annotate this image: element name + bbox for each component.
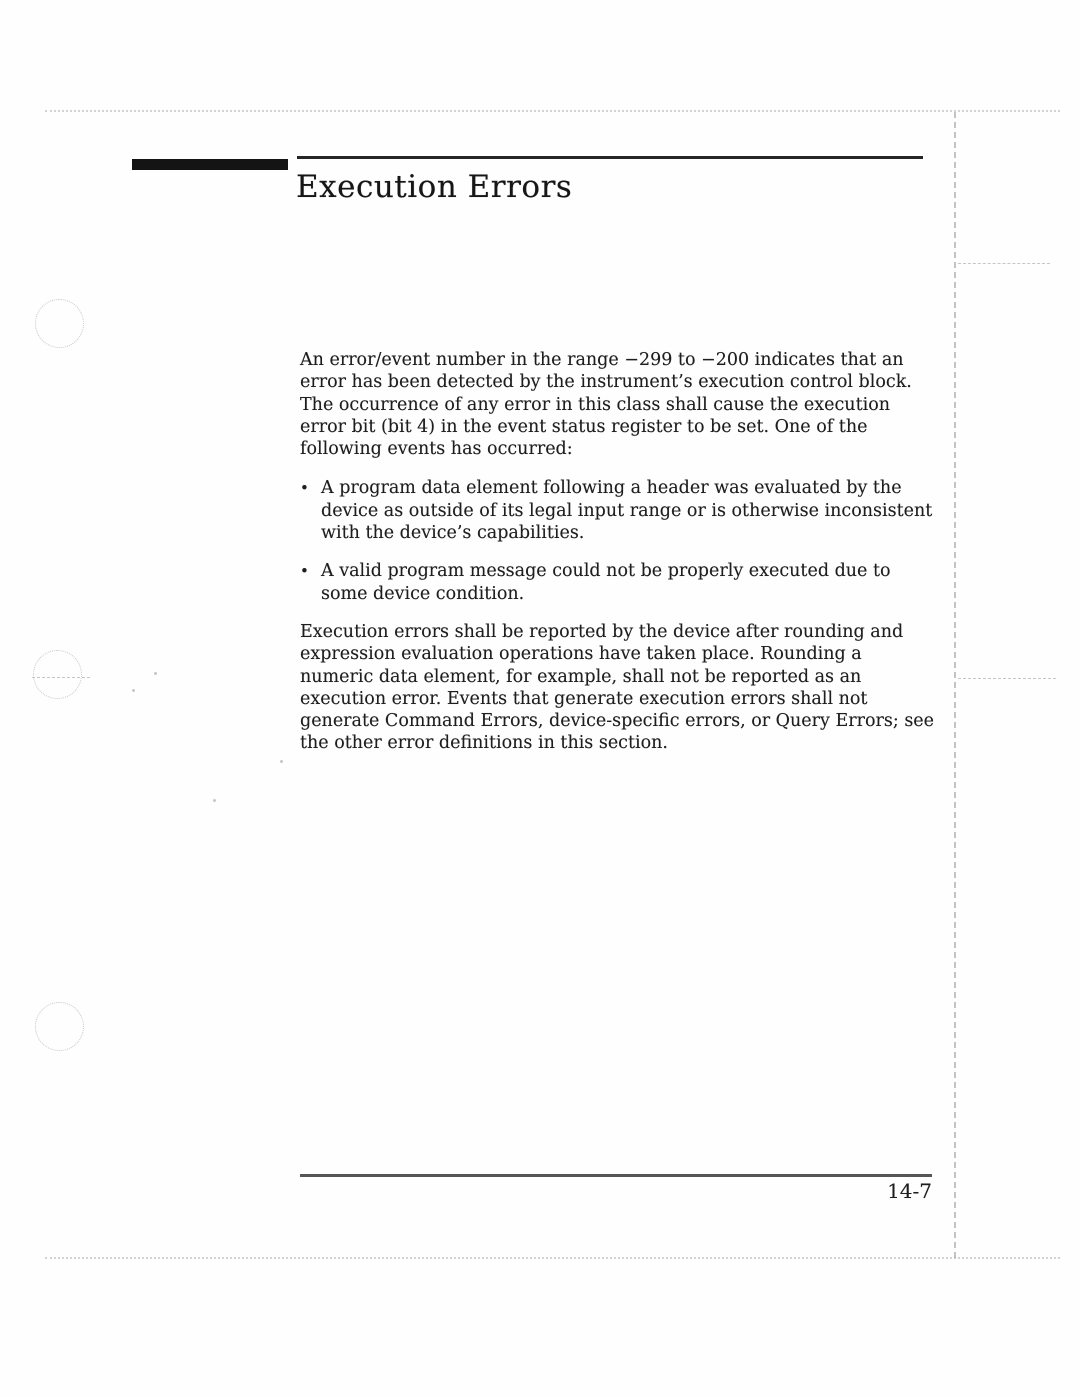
page-title: Execution Errors — [296, 169, 573, 205]
list-item — [300, 560, 940, 605]
body-text-block — [300, 349, 940, 772]
list-item — [300, 477, 940, 544]
scan-edge-right-dashed-line — [954, 112, 956, 1258]
header-rule — [297, 156, 923, 159]
list-item-text: A valid program message could not be properly executed due to some device condition. — [321, 561, 891, 604]
scan-speck — [213, 799, 216, 802]
footer-rule — [300, 1174, 932, 1177]
intro-paragraph: An error/event number in the range −299 to −200 indicates that an error has been detected by the instrument’s execution control block. The occurrence of any error in this class shall cause the execution error bit (bit 4) in the event status register to be set. One of the following events has occurred: — [300, 350, 912, 460]
scan-edge-bottom-dotted-line — [45, 1257, 1060, 1259]
page-number: 14-7 — [887, 1179, 932, 1203]
scan-speck — [154, 672, 157, 675]
scan-artifact-dash — [958, 263, 1050, 264]
scan-speck — [280, 760, 283, 763]
bullet-icon: • — [300, 479, 309, 498]
scan-artifact-dash — [958, 678, 1056, 679]
punch-hole-mark — [33, 650, 82, 699]
scan-speck — [132, 689, 135, 692]
event-bullet-list — [300, 477, 940, 604]
scan-edge-top-dotted-line — [45, 110, 1060, 112]
closing-paragraph: Execution errors shall be reported by the device after rounding and expression evaluation operations have taken place. Rounding a numeric data element, for example, shall not be reported as an execution error. Events that generate execution errors shall not generate Command Errors, device-specific errors, or Query Errors; see the other error definitions in this section. — [300, 621, 935, 754]
punch-hole-mark — [35, 299, 84, 348]
punch-hole-mark — [35, 1002, 84, 1051]
list-item-text: A program data element following a header was evaluated by the device as outside of its legal input range or is otherwise inconsistent with the device’s capabilities. — [321, 478, 933, 544]
bullet-icon: • — [300, 562, 309, 581]
section-marker-bar — [132, 159, 288, 170]
